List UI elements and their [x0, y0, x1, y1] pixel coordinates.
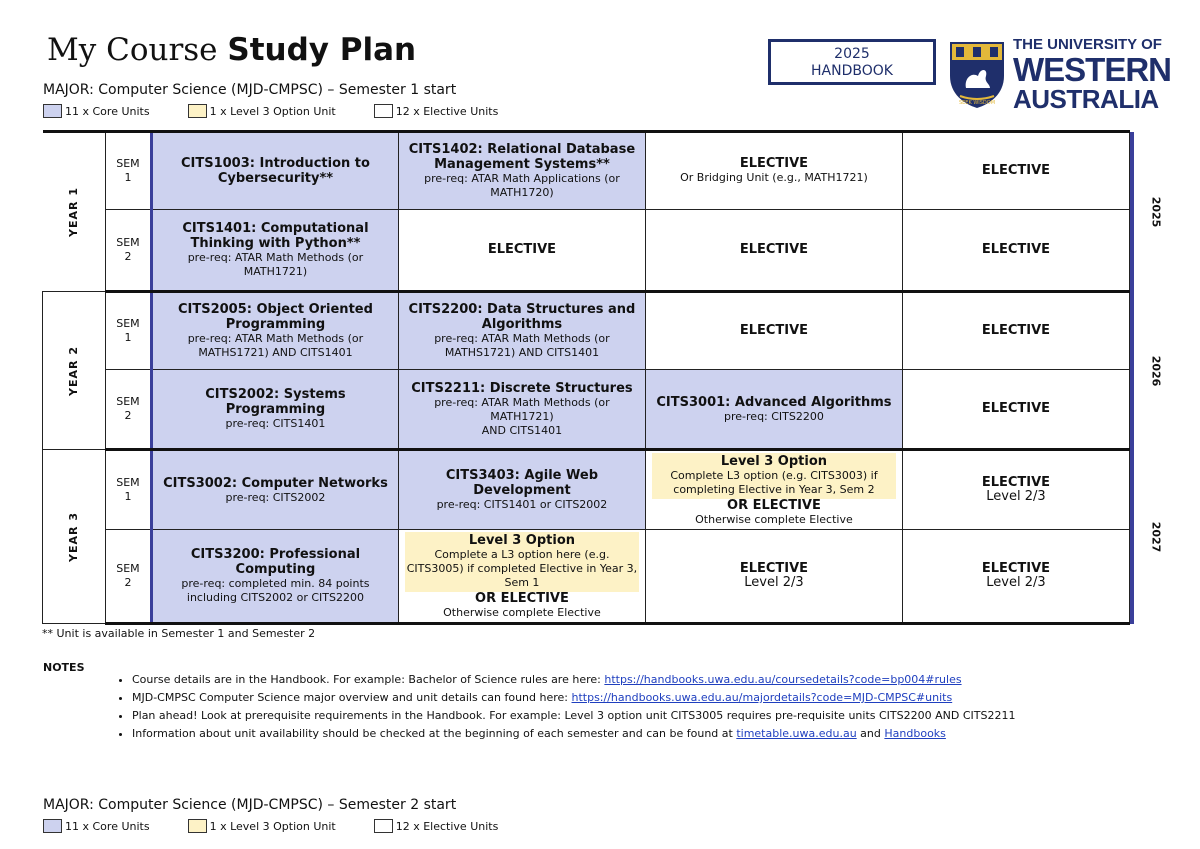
- legend-sem1: [43, 104, 536, 118]
- legend-core: 11 x Core Units: [43, 104, 150, 118]
- year-label: YEAR 1: [43, 132, 106, 292]
- legend-sem2: [43, 819, 536, 833]
- major-heading-sem2: MAJOR: Computer Science (MJD-CMPSC) – Semester 2 start: [43, 797, 457, 813]
- unit-cell-core[interactable]: CITS2002: Systems Programming pre-req: CITS1401: [151, 370, 398, 450]
- unit-cell-core[interactable]: CITS3002: Computer Networks pre-req: CITS2002: [151, 450, 398, 530]
- core-swatch: [43, 819, 62, 833]
- study-plan-table: [42, 130, 1177, 625]
- year-label: YEAR 2: [43, 292, 106, 450]
- option-swatch: [188, 104, 207, 118]
- elective-swatch: [374, 819, 393, 833]
- unit-cell-core[interactable]: CITS2211: Discrete Structures pre-req: ATAR Math Methods (or MATH1721) AND CITS1401: [398, 370, 645, 450]
- note-item: • MJD-CMPSC Computer Science major overview and unit details can found here: https://handbooks.uwa.edu.au/majordetails?code=MJD-CMPSC#units: [132, 689, 1182, 707]
- svg-text:SEEK WISDOM: SEEK WISDOM: [958, 100, 996, 106]
- sem-label: SEM 1: [105, 132, 151, 210]
- unit-cell-core[interactable]: CITS1401: Computational Thinking with Python** pre-req: ATAR Math Methods (or MATH1721): [151, 210, 398, 292]
- timetable-link[interactable]: timetable.uwa.edu.au: [736, 727, 857, 740]
- uwa-crest-logo: [946, 38, 1008, 110]
- year2-sem1-row: [43, 292, 1178, 370]
- unit-cell-core[interactable]: CITS3403: Agile Web Development pre-req: CITS1401 or CITS2002: [398, 450, 645, 530]
- unit-cell-option-or-elective[interactable]: Level 3 Option Complete a L3 option here (e.g. CITS3005) if completed Elective in Year 3, Sem 1 OR ELECTIVE Otherwise complete Elective: [398, 530, 645, 624]
- unit-cell-core[interactable]: CITS3001: Advanced Algorithms pre-req: CITS2200: [645, 370, 902, 450]
- unit-cell-core[interactable]: CITS2200: Data Structures and Algorithms pre-req: ATAR Math Methods (or MATHS1721) AND CITS1401: [398, 292, 645, 370]
- handbook-rules-link[interactable]: https://handbooks.uwa.edu.au/coursedetails?code=bp004#rules: [604, 673, 962, 686]
- level3-option-box: Level 3 Option Complete L3 option (e.g. CITS3003) if completing Elective in Year 3, Sem 2: [652, 453, 896, 499]
- legend-elective: 12 x Elective Units: [374, 104, 499, 118]
- calendar-year: 2025: [1149, 196, 1163, 227]
- year2-sem2-row: [43, 370, 1178, 450]
- unit-cell-elective[interactable]: ELECTIVE: [645, 210, 902, 292]
- notes-list: [112, 671, 1182, 743]
- unit-cell-elective[interactable]: ELECTIVE: [645, 292, 902, 370]
- core-swatch: [43, 104, 62, 118]
- major-details-link[interactable]: https://handbooks.uwa.edu.au/majordetails?code=MJD-CMPSC#units: [571, 691, 953, 704]
- sem-label: SEM 2: [105, 210, 151, 292]
- sem-label: SEM 2: [105, 370, 151, 450]
- year-label: YEAR 3: [43, 450, 106, 624]
- handbooks-link[interactable]: Handbooks: [884, 727, 946, 740]
- notes-heading: NOTES: [43, 661, 85, 674]
- year1-sem1-row: [43, 132, 1178, 210]
- unit-cell-elective[interactable]: ELECTIVE Or Bridging Unit (e.g., MATH1721): [645, 132, 902, 210]
- note-item: • Plan ahead! Look at prerequisite requirements in the Handbook. For example: Level 3 option unit CITS3005 requires pre-requisite units CITS2200 AND CITS2211: [132, 707, 1182, 725]
- elective-swatch: [374, 104, 393, 118]
- note-item: • Information about unit availability should be checked at the beginning of each semester and can be found at timetable.uwa.edu.au and Handbooks: [132, 725, 1182, 743]
- year3-sem2-row: [43, 530, 1178, 624]
- page-title: My Course Study Plan: [47, 32, 417, 68]
- unit-cell-elective[interactable]: ELECTIVE: [398, 210, 645, 292]
- level3-option-box: Level 3 Option Complete a L3 option here (e.g. CITS3005) if completed Elective in Year 3, Sem 1: [405, 532, 639, 592]
- sem-label: SEM 2: [105, 530, 151, 624]
- unit-cell-elective[interactable]: ELECTIVE: [902, 370, 1129, 450]
- legend-option: 1 x Level 3 Option Unit: [188, 104, 336, 118]
- sem-label: SEM 1: [105, 450, 151, 530]
- unit-cell-elective[interactable]: ELECTIVE: [902, 210, 1129, 292]
- note-item: • Course details are in the Handbook. For example: Bachelor of Science rules are here: https://handbooks.uwa.edu.au/coursedetails?code=bp004#rules: [132, 671, 1182, 689]
- unit-cell-core[interactable]: CITS1003: Introduction to Cybersecurity**: [151, 132, 398, 210]
- major-heading-sem1: MAJOR: Computer Science (MJD-CMPSC) – Semester 1 start: [43, 82, 457, 98]
- calendar-year: 2026: [1149, 355, 1163, 386]
- sem-label: SEM 1: [105, 292, 151, 370]
- unit-cell-elective[interactable]: ELECTIVE Level 2/3: [902, 450, 1129, 530]
- unit-cell-core[interactable]: CITS2005: Object Oriented Programming pre-req: ATAR Math Methods (or MATHS1721) AND CITS1401: [151, 292, 398, 370]
- footnote: ** Unit is available in Semester 1 and Semester 2: [42, 627, 316, 640]
- unit-cell-elective[interactable]: ELECTIVE: [902, 132, 1129, 210]
- legend-option: 1 x Level 3 Option Unit: [188, 819, 336, 833]
- legend-elective: 12 x Elective Units: [374, 819, 499, 833]
- legend-core: 11 x Core Units: [43, 819, 150, 833]
- year1-sem2-row: [43, 210, 1178, 292]
- university-wordmark: THE UNIVERSITY OF WESTERN AUSTRALIA: [1013, 36, 1171, 114]
- unit-cell-elective[interactable]: ELECTIVE Level 2/3: [902, 530, 1129, 624]
- unit-cell-option-or-elective[interactable]: Level 3 Option Complete L3 option (e.g. CITS3003) if completing Elective in Year 3, Sem 2 OR ELECTIVE Otherwise complete Elective: [645, 450, 902, 530]
- unit-cell-elective[interactable]: ELECTIVE Level 2/3: [645, 530, 902, 624]
- calendar-year: 2027: [1149, 521, 1163, 552]
- year3-sem1-row: [43, 450, 1178, 530]
- unit-cell-core[interactable]: CITS1402: Relational Database Management Systems** pre-req: ATAR Math Applications (or MATH1720): [398, 132, 645, 210]
- option-swatch: [188, 819, 207, 833]
- handbook-badge[interactable]: 2025 HANDBOOK: [768, 39, 936, 85]
- unit-cell-core[interactable]: CITS3200: Professional Computing pre-req: completed min. 84 points including CITS2002 or CITS2200: [151, 530, 398, 624]
- unit-cell-elective[interactable]: ELECTIVE: [902, 292, 1129, 370]
